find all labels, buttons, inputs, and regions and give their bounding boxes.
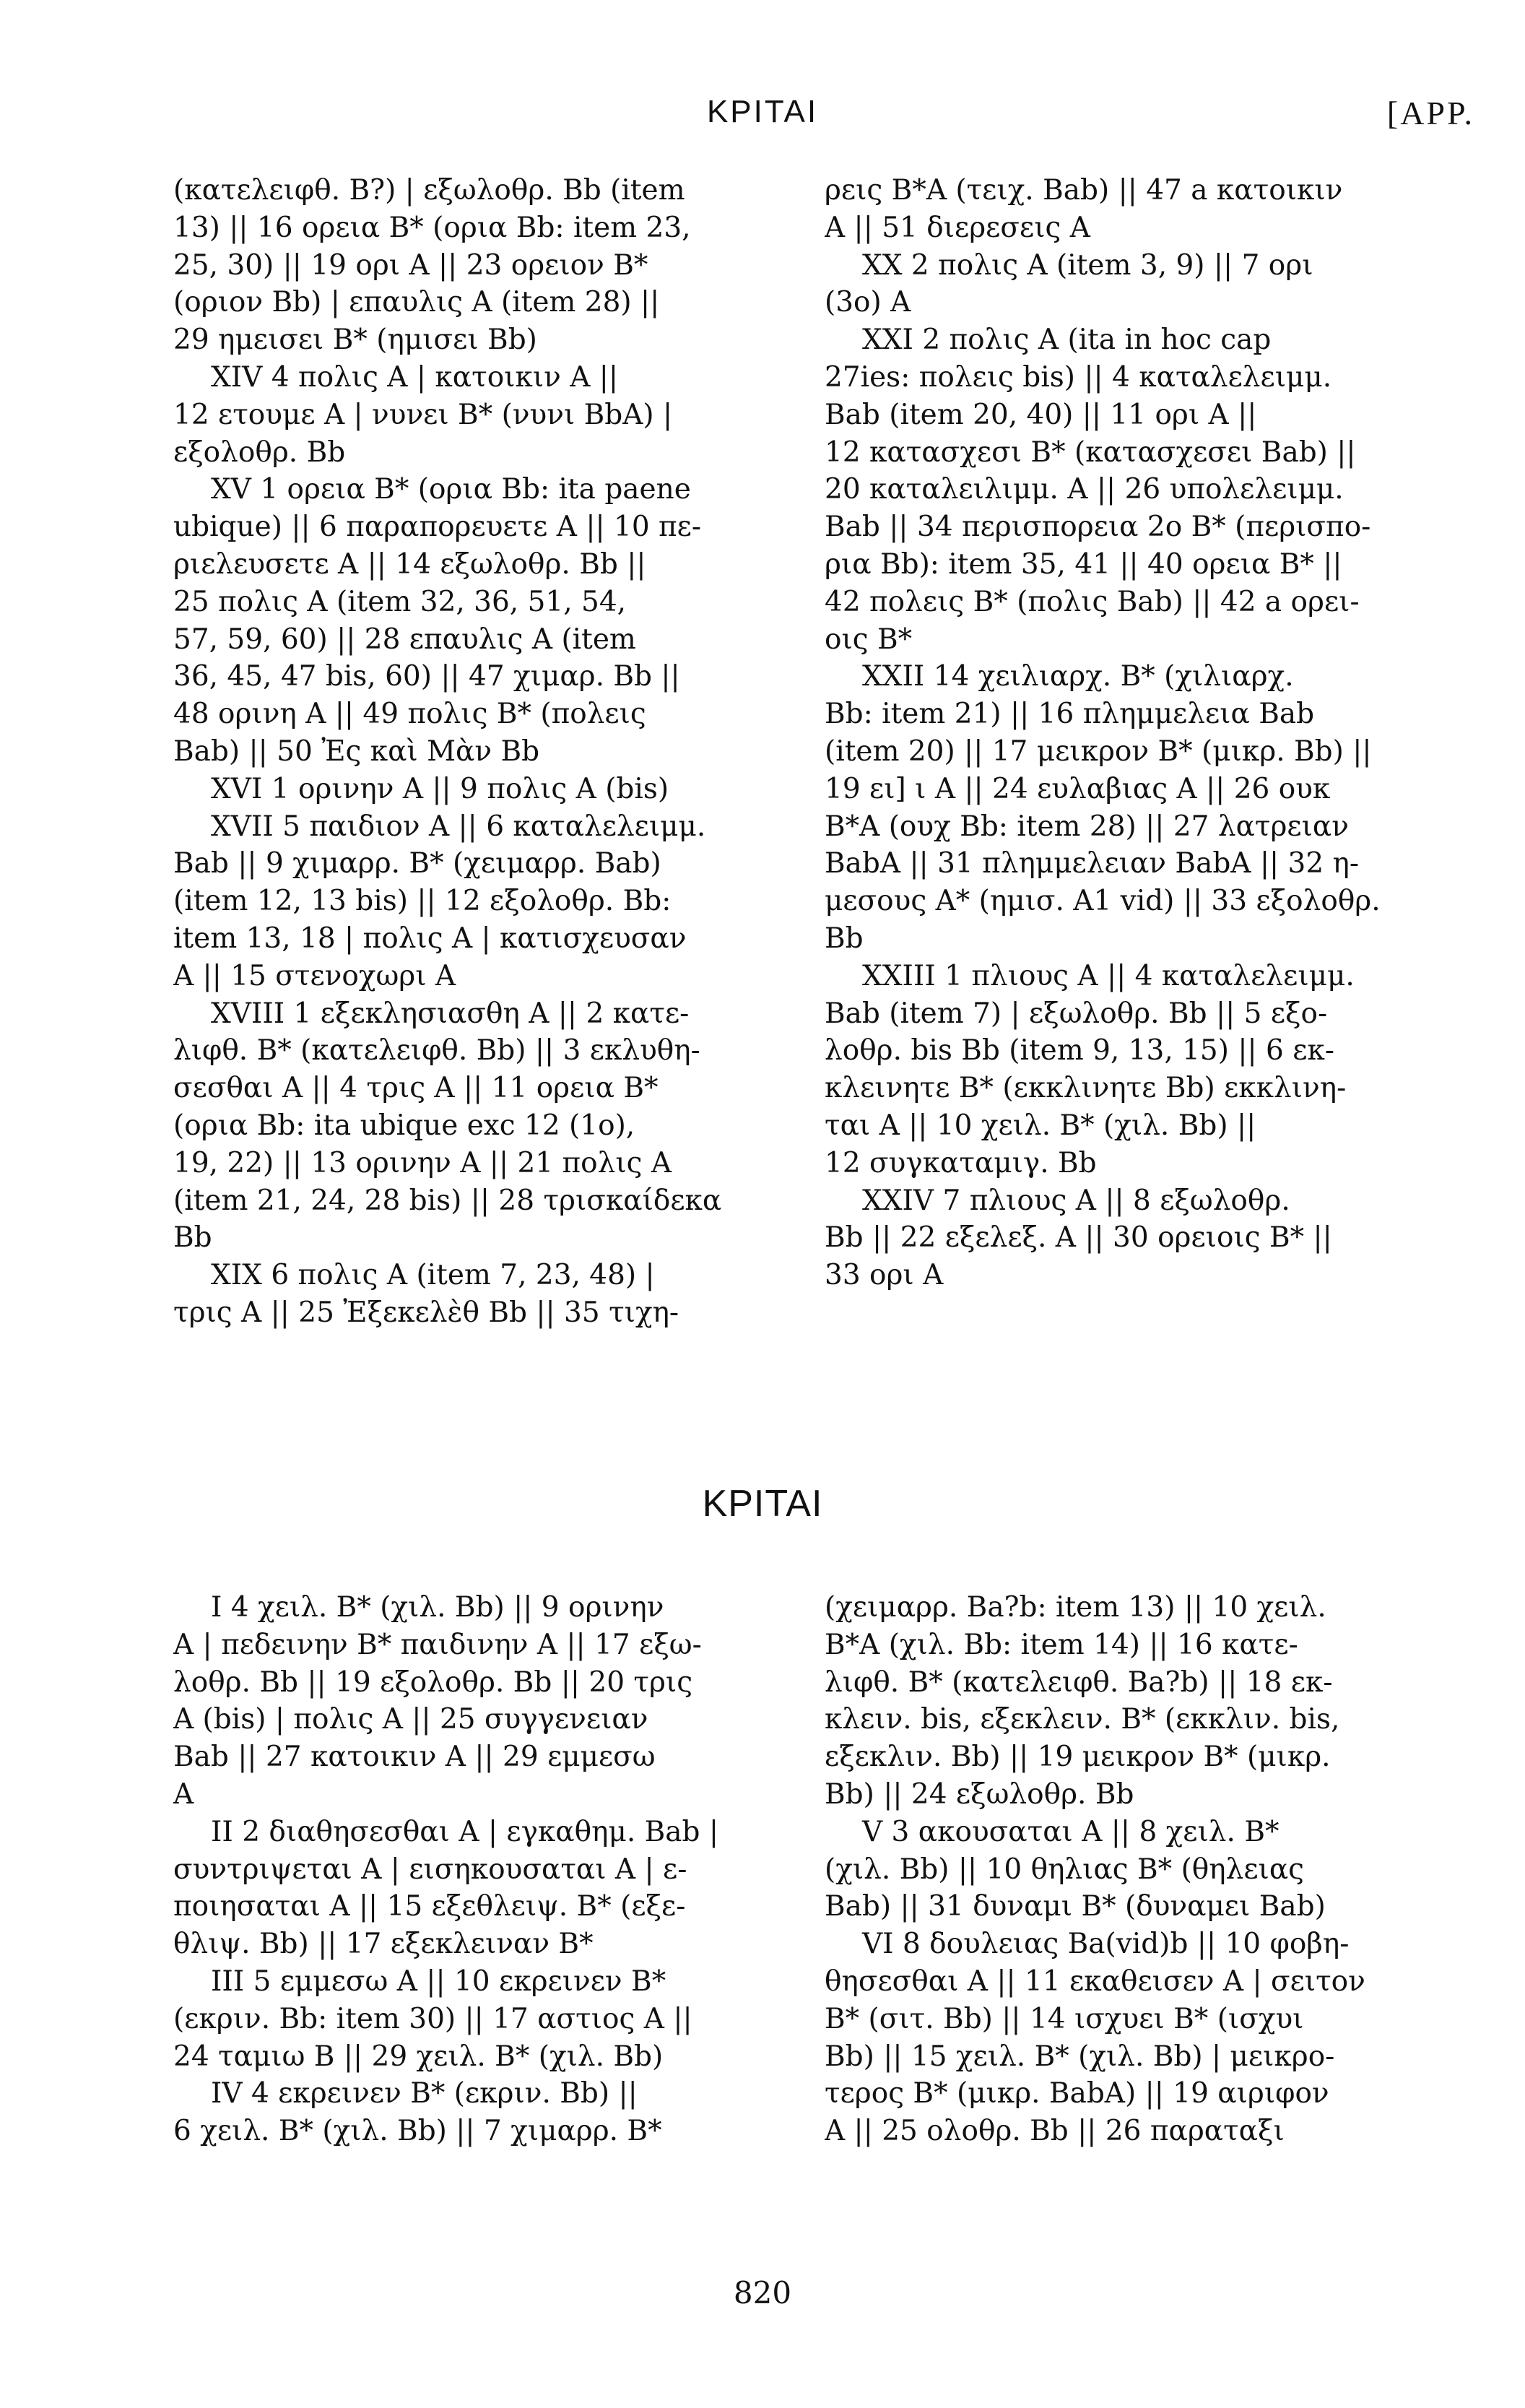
apparatus-line: A	[173, 1777, 194, 1811]
apparatus-line: XXI 2 πολις A (ita in hoc cap	[862, 324, 1272, 357]
apparatus-line: XVII 5 παιδιον A || 6 καταλελειμμ.	[211, 810, 706, 843]
apparatus-line: τρις A || 25 Ἐξεκελὲθ Bb || 35 τιχη-	[173, 1296, 679, 1329]
apparatus-line: Bab || 34 περισπορεια 2o B* (περισπο-	[825, 511, 1371, 544]
apparatus-line: οις B*	[825, 623, 913, 656]
apparatus-line: 20 καταλειλιμμ. A || 26 υπολελειμμ.	[825, 473, 1344, 506]
apparatus-line: B*A (ουχ Bb: item 28) || 27 λατρειαν	[825, 810, 1349, 843]
apparatus-line: ρια Bb): item 35, 41 || 40 ορεια B* ||	[825, 547, 1342, 581]
apparatus-line: 48 ορινη A || 49 πολις B* (πολεις	[173, 698, 646, 731]
apparatus-line: (οριον Bb) | επαυλις A (item 28) ||	[173, 286, 660, 319]
running-title: ΚΡΙΤΑΙ	[706, 94, 819, 129]
apparatus-line: IV 4 εκρεινεν B* (εκριν. Bb) ||	[211, 2077, 638, 2110]
apparatus-line: VI 8 δουλειας Ba(vid)b || 10 φοβη-	[862, 1928, 1350, 1961]
apparatus-column-right	[825, 1589, 1446, 2150]
apparatus-line: XXIV 7 πλιους A || 8 εξωλοθρ.	[862, 1184, 1290, 1217]
apparatus-line: κλεινητε B* (εκκλινητε Bb) εκκλινη-	[825, 1072, 1347, 1105]
apparatus-line: 19, 22) || 13 ορινην A || 21 πολις A	[173, 1146, 672, 1179]
apparatus-line: 12 συγκαταμιγ. Bb	[825, 1146, 1097, 1179]
apparatus-line: ποιησαται A || 15 εξεθλειψ. B* (εξε-	[173, 1890, 686, 1923]
apparatus-line: B*A (χιλ. Bb: item 14) || 16 κατε-	[825, 1628, 1298, 1661]
page-number: 820	[733, 2275, 792, 2310]
apparatus-line: Bab (item 20, 40) || 11 ορι A ||	[825, 398, 1257, 431]
apparatus-line: 25, 30) || 19 ορι A || 23 ορειον B*	[173, 248, 648, 282]
apparatus-line: σεσθαι A || 4 τρις A || 11 ορεια B*	[173, 1072, 659, 1105]
apparatus-line: θλιψ. Bb) || 17 εξεκλειναν B*	[173, 1928, 594, 1961]
apparatus-column-right	[825, 172, 1446, 1294]
apparatus-line: (κατελειφθ. B?) | εξωλοθρ. Bb (item	[173, 174, 685, 207]
apparatus-line: 33 ορι A	[825, 1259, 944, 1292]
apparatus-line: A (bis) | πολις A || 25 συγγενειαν	[173, 1703, 648, 1736]
apparatus-line: ριελευσετε A || 14 εξωλοθρ. Bb ||	[173, 547, 646, 581]
apparatus-line: 13) || 16 ορεια B* (ορια Bb: item 23,	[173, 211, 691, 244]
apparatus-line: 27ies: πολεις bis) || 4 καταλελειμμ.	[825, 360, 1332, 394]
apparatus-line: BabA || 31 πλημμελειαν BabA || 32 η-	[825, 847, 1360, 880]
apparatus-line: III 5 εμμεσω A || 10 εκρεινεν B*	[211, 1965, 666, 1998]
apparatus-line: 57, 59, 60) || 28 επαυλις A (item	[173, 623, 636, 656]
apparatus-line: 12 ετουμε A | νυνει B* (νυνι BbA) |	[173, 398, 673, 431]
apparatus-line: Bb) || 24 εξωλοθρ. Bb	[825, 1777, 1134, 1811]
apparatus-line: 29 ημεισει B* (ημισει Bb)	[173, 324, 537, 357]
apparatus-line: Bb || 22 εξελεξ. A || 30 ορειοις B* ||	[825, 1221, 1332, 1255]
apparatus-line: item 13, 18 | πολις A | κατισχευσαν	[173, 922, 687, 955]
apparatus-top-block	[0, 172, 1525, 1371]
apparatus-line: XVIII 1 εξεκλησιασθη A || 2 κατε-	[211, 997, 690, 1030]
apparatus-line: (εκριν. Bb: item 30) || 17 αστιος A ||	[173, 2002, 692, 2035]
apparatus-line: Bab || 9 χιμαρρ. B* (χειμαρρ. Bab)	[173, 847, 661, 880]
apparatus-line: (ορια Bb: ita ubique exc 12 (1o),	[173, 1109, 635, 1142]
apparatus-line: μεσους A* (ημισ. A1 vid) || 33 εξολοθρ.	[825, 885, 1381, 918]
apparatus-line: Bab) || 31 δυναμι B* (δυναμει Bab)	[825, 1890, 1326, 1923]
apparatus-line: A || 51 διερεσεις A	[825, 211, 1090, 244]
apparatus-line: λοθρ. bis Bb (item 9, 13, 15) || 6 εκ-	[825, 1034, 1334, 1067]
apparatus-line: Bb	[825, 922, 864, 955]
running-head	[0, 94, 1525, 137]
apparatus-line: Bab (item 7) | εξωλοθρ. Bb || 5 εξο-	[825, 997, 1328, 1030]
apparatus-line: (χιλ. Bb) || 10 θηλιας B* (θηλειας	[825, 1853, 1305, 1886]
apparatus-line: 12 κατασχεσι B* (κατασχεσει Bab) ||	[825, 436, 1356, 469]
apparatus-line: λιφθ. B* (κατελειφθ. Bb) || 3 εκλυθη-	[173, 1034, 700, 1067]
apparatus-line: XVI 1 ορινην A || 9 πολις A (bis)	[211, 772, 669, 805]
apparatus-line: XIX 6 πολις A (item 7, 23, 48) |	[211, 1259, 655, 1292]
apparatus-line: ται A || 10 χειλ. B* (χιλ. Bb) ||	[825, 1109, 1256, 1142]
apparatus-line: XXII 14 χειλιαρχ. B* (χιλιαρχ.	[862, 660, 1294, 693]
apparatus-line: Bab) || 50 Ἐς καὶ Μὰν Bb	[173, 735, 540, 768]
apparatus-line: ρεις B*A (τειχ. Bab) || 47 a κατοικιν	[825, 174, 1343, 207]
apparatus-line: Bab || 27 κατοικιν A || 29 εμμεσω	[173, 1741, 656, 1774]
apparatus-line: (item 20) || 17 μεικρον B* (μικρ. Bb) ||	[825, 735, 1372, 768]
apparatus-bottom-block	[0, 1589, 1525, 2167]
apparatus-line: XIV 4 πολις A | κατοικιν A ||	[211, 360, 619, 394]
apparatus-line: XXIII 1 πλιους A || 4 καταλελειμμ.	[862, 959, 1355, 992]
apparatus-line: Bb) || 15 χειλ. B* (χιλ. Bb) | μεικρο-	[825, 2040, 1335, 2073]
apparatus-line: 25 πολις A (item 32, 36, 51, 54,	[173, 585, 627, 618]
apparatus-line: (χειμαρρ. Ba?b: item 13) || 10 χειλ.	[825, 1591, 1326, 1624]
running-section-label: [APP.	[1386, 95, 1474, 131]
apparatus-line: A || 15 στενοχωρι A	[173, 959, 456, 992]
apparatus-line: (item 21, 24, 28 bis) || 28 τρισκαίδεκα	[173, 1184, 722, 1217]
apparatus-line: XX 2 πολις A (item 3, 9) || 7 ορι	[862, 248, 1313, 282]
apparatus-line: II 2 διαθησεσθαι A | εγκαθημ. Bab |	[211, 1815, 719, 1848]
apparatus-line: I 4 χειλ. B* (χιλ. Bb) || 9 ορινην	[211, 1591, 664, 1624]
apparatus-line: A | πεδεινην B* παιδινην A || 17 εξω-	[173, 1628, 702, 1661]
apparatus-line: A || 25 ολοθρ. Bb || 26 παραταξι	[825, 2115, 1285, 2148]
apparatus-line: συντριψεται A | εισηκουσαται A | ε-	[173, 1853, 687, 1886]
apparatus-line: εξολοθρ. Bb	[173, 436, 346, 469]
apparatus-line: Bb	[173, 1221, 212, 1255]
apparatus-column-left	[173, 1589, 794, 2150]
apparatus-line: τερος B* (μικρ. BabA) || 19 αιριφον	[825, 2077, 1329, 2110]
apparatus-line: 24 ταμιω B || 29 χειλ. B* (χιλ. Bb)	[173, 2040, 664, 2073]
apparatus-line: εξεκλιν. Bb) || 19 μεικρον B* (μικρ.	[825, 1741, 1331, 1774]
apparatus-line: 19 ει] ι A || 24 ευλαβιας A || 26 ουκ	[825, 772, 1331, 805]
apparatus-line: ubique) || 6 παραπορευετε A || 10 πε-	[173, 511, 702, 544]
apparatus-line: (item 12, 13 bis) || 12 εξολοθρ. Bb:	[173, 885, 672, 918]
apparatus-line: V 3 ακουσαται A || 8 χειλ. B*	[862, 1815, 1279, 1848]
apparatus-line: λοθρ. Bb || 19 εξολοθρ. Bb || 20 τρις	[173, 1666, 693, 1699]
apparatus-line: B* (σιτ. Bb) || 14 ισχυει B* (ισχυι	[825, 2002, 1304, 2035]
apparatus-line: 36, 45, 47 bis, 60) || 47 χιμαρ. Bb ||	[173, 660, 680, 693]
apparatus-line: Bb: item 21) || 16 πλημμελεια Bab	[825, 698, 1315, 731]
apparatus-line: 42 πολεις B* (πολις Bab) || 42 a ορει-	[825, 585, 1360, 618]
apparatus-line: XV 1 ορεια B* (ορια Bb: ita paene	[211, 473, 691, 506]
apparatus-line: θησεσθαι A || 11 εκαθεισεν A | σειτον	[825, 1965, 1365, 1998]
apparatus-column-left	[173, 172, 794, 1332]
apparatus-line: (3o) A	[825, 286, 911, 319]
section-title: ΚΡΙΤΑΙ	[702, 1483, 823, 1525]
apparatus-line: λιφθ. B* (κατελειφθ. Ba?b) || 18 εκ-	[825, 1666, 1333, 1699]
apparatus-line: κλειν. bis, εξεκλειν. B* (εκκλιν. bis,	[825, 1703, 1340, 1736]
apparatus-line: 6 χειλ. B* (χιλ. Bb) || 7 χιμαρρ. B*	[173, 2115, 662, 2148]
